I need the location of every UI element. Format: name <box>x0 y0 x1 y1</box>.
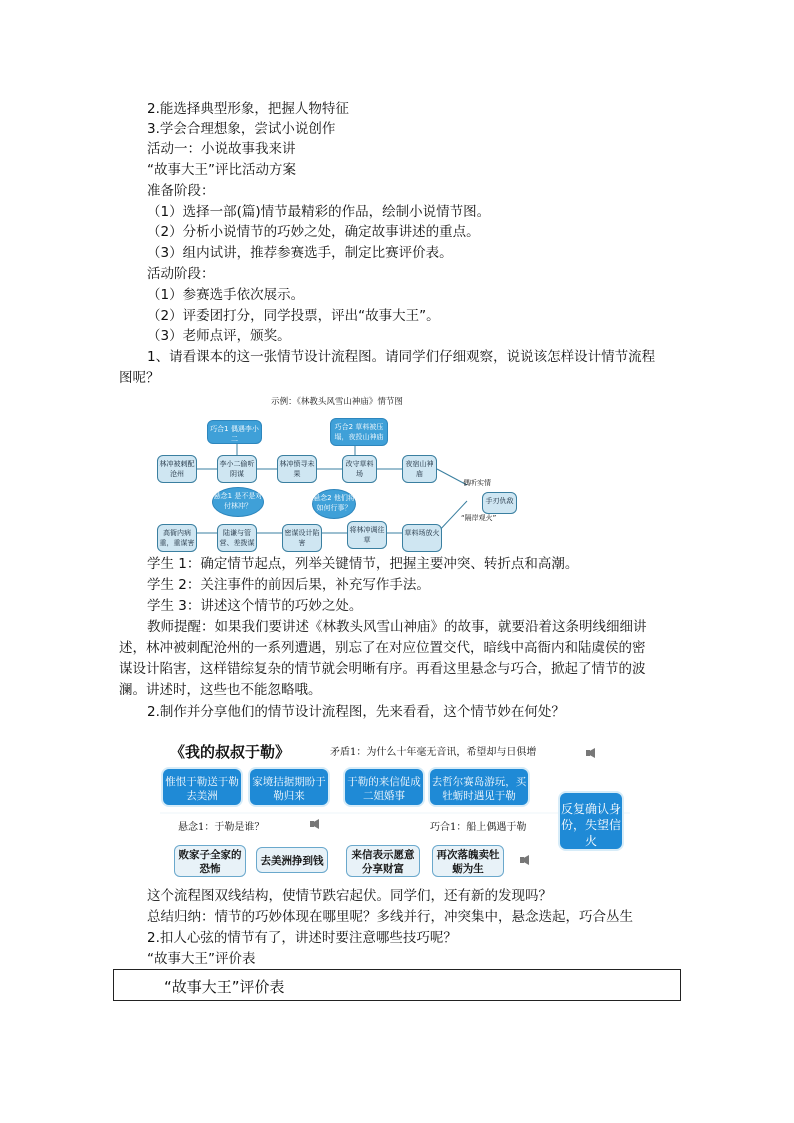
activity-stage-heading: 活动阶段： <box>147 266 215 282</box>
prep-stage-heading: 准备阶段： <box>147 183 215 199</box>
speaker-icon[interactable] <box>310 819 319 829</box>
prep-step-3: （3）组内试讲，推荐参赛选手，制定比赛评价表。 <box>147 245 453 261</box>
speaker-icon[interactable] <box>520 855 529 865</box>
teacher-tip-2: 述，林冲被刺配沧州的一系列遭遇，别忘了在对应位置交代，暗线中高衙内和陆虞侯的密 <box>119 640 646 656</box>
node-arson: 草料场放火 <box>402 524 442 552</box>
speaker-icon[interactable] <box>586 748 595 758</box>
node-luqian: 陆谦与管营、差拨谋 <box>217 524 257 552</box>
analysis-1: 这个流程图双线结构，使情节跌宕起伏。同学们，还有新的发现吗？ <box>147 888 552 904</box>
box-send-away: 惟恨于勒送于勒去美洲 <box>163 769 241 805</box>
box-meet-jules: 去哲尔赛岛游玩，买牡蛎时遇见于勒 <box>430 769 528 805</box>
summary: 总结归纳：情节的巧妙体现在哪里呢？多线并行，冲突集中，悬念迭起，巧合丛生 <box>147 909 633 925</box>
fig2-coincidence: 巧合1：船上偶遇于勒 <box>430 822 527 833</box>
label-watch-fire: “隔岸观火” <box>461 514 497 522</box>
box-letter-marriage: 于勒的来信促成二姐婚事 <box>345 769 423 805</box>
box-prodigal: 败家子全家的恐怖 <box>174 845 246 877</box>
teacher-tip-1: 教师提醒：如果我们要讲述《林教头风雪山神庙》的故事，就要沿着这条明线细细讲 <box>147 619 647 635</box>
node-eavesdrop: 李小二偷听阴谋 <box>217 455 257 483</box>
fig2-conflict: 矛盾1：为什么十年毫无音讯，希望却与日俱增 <box>330 747 537 758</box>
student-2: 学生 2：关注事件的前因后果，补充写作手法。 <box>147 577 430 593</box>
node-coincidence-1: 巧合1 偶遇李小二 <box>207 420 262 444</box>
plot-diagram-uncle-jules <box>160 735 630 880</box>
objective-3: 3.学会合理想象，尝试小说创作 <box>147 121 336 137</box>
diagram-title: 示例：《林教头风雪山神庙》情节图 <box>271 397 403 407</box>
node-revenge: 手刃仇敌 <box>482 492 517 514</box>
activity-step-1: （1）参赛选手依次展示。 <box>147 287 305 303</box>
box-hope-return: 家境拮据期盼于勒归来 <box>250 769 328 805</box>
label-overhear: 偶听实情 <box>463 479 491 487</box>
node-gaoyanei: 高衙内病重，重谋害 <box>157 524 197 552</box>
table-title: “故事大王”评价表 <box>164 978 285 996</box>
evaluation-table <box>113 969 681 1001</box>
table-caption: “故事大王”评价表 <box>147 951 256 967</box>
activity-step-3: （3）老师点评，颁奖。 <box>147 328 291 344</box>
teacher-tip-3: 谋设计陷害，这样错综复杂的情节就会明晰有序。再看这里悬念与巧合，掀起了情节的波 <box>119 661 646 677</box>
question-2: 2.制作并分享他们的情节设计流程图，先来看看，这个情节妙在何处？ <box>147 704 565 720</box>
objective-2: 2.能选择典型形象，把握人物特征 <box>147 101 349 117</box>
question-1-cont: 图呢？ <box>119 370 160 386</box>
fig2-title: 《我的叔叔于勒》 <box>170 743 291 761</box>
node-guard-fodder: 改守草料场 <box>342 455 377 483</box>
prep-step-1: （1）选择一部(篇)情节最精彩的作品，绘制小说情节图。 <box>147 204 491 220</box>
node-search: 林冲愤寻未果 <box>277 455 317 483</box>
activity-step-2: （2）评委团打分，同学投票，评出“故事大王”。 <box>147 308 440 324</box>
node-suspense-1: 悬念1 是不是对付林冲？ <box>212 487 264 517</box>
student-3: 学生 3：讲述这个情节的巧妙之处。 <box>147 598 363 614</box>
box-confirm-identity: 反复确认身份，失望信火 <box>560 793 622 849</box>
prep-step-2: （2）分析小说情节的巧妙之处，确定故事讲述的重点。 <box>147 224 480 240</box>
box-share-wealth: 来信表示愿意分享财富 <box>346 845 420 877</box>
teacher-tip-4: 澜。讲述时，这些也不能忽略哦。 <box>119 682 322 698</box>
node-temple: 夜宿山神庙 <box>402 455 437 483</box>
plan-title: “故事大王”评比活动方案 <box>147 162 296 178</box>
node-coincidence-2: 巧合2 草料被压塌，夜投山神庙 <box>330 418 388 446</box>
box-sell-oysters: 再次落魄卖牡蛎为生 <box>432 845 504 877</box>
node-plot: 密谋设计陷害 <box>282 524 322 552</box>
node-transfer: 将林冲调往草 <box>347 521 387 549</box>
question-1: 1、请看课本的这一张情节设计流程图。请同学们仔细观察，说说该怎样设计情节流程 <box>147 349 656 365</box>
question-3: 2.扣人心弦的情节有了，讲述时要注意哪些技巧呢？ <box>147 930 457 946</box>
box-earn-money: 去美洲挣到钱 <box>256 847 328 873</box>
node-exiled: 林冲被刺配沧州 <box>157 455 197 483</box>
plot-diagram-lin-jiaotou <box>147 393 527 547</box>
fig2-suspense: 悬念1：于勒是谁？ <box>178 822 265 833</box>
node-suspense-2: 悬念2 他们将如何行事？ <box>312 489 356 519</box>
student-1: 学生 1：确定情节起点，列举关键情节，把握主要冲突、转折点和高潮。 <box>147 556 579 572</box>
activity-1-heading: 活动一：小说故事我来讲 <box>147 141 296 157</box>
